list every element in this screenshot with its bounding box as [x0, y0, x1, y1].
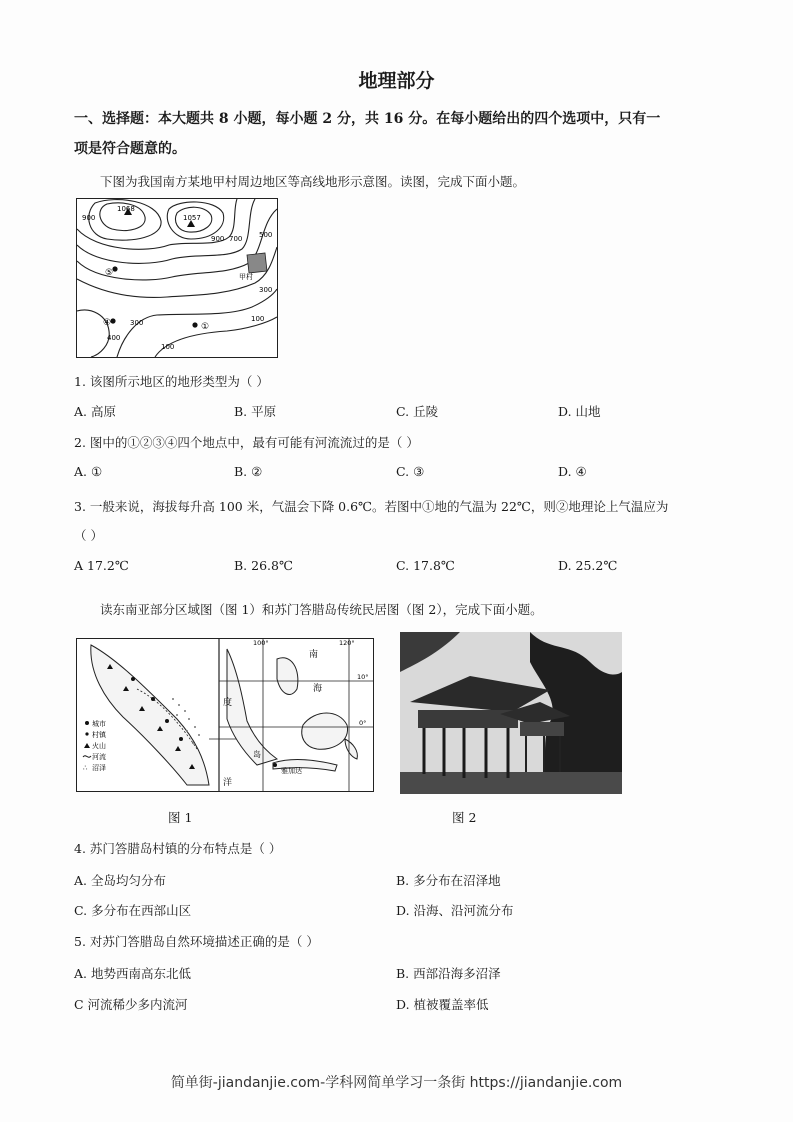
group1-intro: 下图为我国南方某地甲村周边地区等高线地形示意图。读图，完成下面小题。 — [100, 174, 526, 189]
label-lat10: 10° — [357, 673, 369, 681]
legend-river: 河流 — [92, 753, 106, 761]
q3-option-d[interactable]: D. 25.2℃ — [558, 558, 618, 573]
fig1-caption: 图 1 — [168, 810, 193, 825]
label-300a: 300 — [259, 286, 273, 294]
label-100a: 100 — [251, 315, 265, 323]
legend-volcano: 火山 — [92, 742, 106, 750]
map-legend — [83, 719, 107, 772]
contour-map-svg — [77, 199, 277, 357]
label-lon100: 100° — [253, 639, 269, 647]
label-lon120: 120° — [339, 639, 355, 647]
q3-stem-bracket: （ ） — [74, 528, 103, 543]
village-block — [247, 253, 267, 273]
q1-option-c[interactable]: C. 丘陵 — [396, 404, 439, 419]
q3-option-c[interactable]: C. 17.8℃ — [396, 558, 455, 573]
southeast-asia-map — [76, 638, 374, 792]
label-lat0: 0° — [359, 719, 367, 727]
q2-stem: 2. 图中的①②③④四个地点中，最有可能有河流流过的是（ ） — [74, 435, 419, 450]
label-yang: 洋 — [223, 778, 233, 788]
q4-option-c[interactable]: C. 多分布在西部山区 — [74, 903, 192, 918]
label-nan: 南 — [309, 650, 319, 660]
label-jakarta: 雅加达 — [281, 767, 302, 775]
label-500: 500 — [259, 231, 273, 239]
q1-option-a[interactable]: A. 高原 — [74, 404, 116, 419]
q5-option-c[interactable]: C 河流稀少多内流河 — [74, 997, 188, 1012]
label-point1: ① — [201, 322, 210, 332]
label-peak1: 1068 — [117, 205, 135, 213]
q2-option-b[interactable]: B. ② — [234, 464, 263, 479]
footer-watermark[interactable]: 简单街-jiandanjie.com-学科网简单学习一条街 https://jiandanjie.com — [170, 1075, 623, 1091]
section-heading-line2: 项是符合题意的。 — [74, 141, 186, 157]
label-900a: 900 — [82, 214, 96, 222]
legend-town: 村镇 — [92, 731, 106, 739]
q4-option-a[interactable]: A. 全岛均匀分布 — [74, 873, 166, 888]
fig2-caption: 图 2 — [452, 810, 477, 825]
q2-option-d[interactable]: D. ④ — [558, 464, 587, 479]
sumatra-inset — [91, 645, 209, 785]
q2-option-a[interactable]: A. ① — [74, 464, 103, 479]
q2-option-c[interactable]: C. ③ — [396, 464, 425, 479]
label-point4: ④ — [103, 318, 112, 328]
q5-option-d[interactable]: D. 植被覆盖率低 — [396, 997, 489, 1012]
q4-stem: 4. 苏门答腊岛村镇的分布特点是（ ） — [74, 841, 282, 856]
section-heading-line1: 一、选择题：本大题共 8 小题，每小题 2 分，共 16 分。在每小题给出的四个选项中，只有一 — [74, 111, 661, 127]
southeast-asia-map-svg — [77, 639, 373, 791]
label-100b: 100 — [161, 343, 175, 351]
jakarta-dot — [273, 763, 277, 767]
label-peak2: 1057 — [183, 214, 201, 222]
legend-swamp: 沼泽 — [92, 764, 106, 772]
label-300b: 300 — [130, 319, 144, 327]
label-400: 400 — [107, 334, 121, 342]
label-700: 700 — [229, 235, 243, 243]
traditional-house-photo — [400, 632, 622, 794]
q4-option-b[interactable]: B. 多分布在沼泽地 — [396, 873, 501, 888]
section-heading — [74, 104, 729, 164]
q1-option-d[interactable]: D. 山地 — [558, 404, 601, 419]
q5-option-b[interactable]: B. 西部沿海多沼泽 — [396, 966, 501, 981]
svg-text:∴: ∴ — [83, 764, 88, 772]
point5-dot — [112, 266, 117, 271]
contour-map — [76, 198, 278, 358]
group2-intro: 读东南亚部分区域图（图 1）和苏门答腊岛传统民居图（图 2），完成下面小题。 — [100, 602, 543, 617]
point4-dot — [110, 318, 115, 323]
q3-stem: 3. 一般来说，海拔每升高 100 米，气温会下降 0.6℃。若图中①地的气温为 22℃，则②地理论上气温应为 — [74, 499, 669, 514]
label-village: 甲村 — [239, 273, 253, 281]
q1-option-b[interactable]: B. 平原 — [234, 404, 277, 419]
q1-stem: 1. 该图所示地区的地形类型为（ ） — [74, 374, 269, 389]
label-du: 度 — [223, 698, 233, 708]
regional-map — [219, 639, 373, 791]
page-title: 地理部分 — [358, 70, 435, 92]
q3-option-b[interactable]: B. 26.8℃ — [234, 558, 293, 573]
q5-option-a[interactable]: A. 地势西南高东北低 — [74, 966, 191, 981]
legend-city: 城市 — [92, 720, 106, 728]
q5-stem: 5. 对苏门答腊岛自然环境描述正确的是（ ） — [74, 934, 319, 949]
label-hai: 海 — [313, 684, 323, 694]
q4-option-d[interactable]: D. 沿海、沿河流分布 — [396, 903, 514, 918]
point1-dot — [192, 322, 197, 327]
label-dao: 岛 — [253, 750, 261, 759]
q3-option-a[interactable]: A 17.2℃ — [74, 558, 129, 573]
label-point5: ⑤ — [105, 268, 114, 278]
label-900b: 900 — [211, 235, 225, 243]
